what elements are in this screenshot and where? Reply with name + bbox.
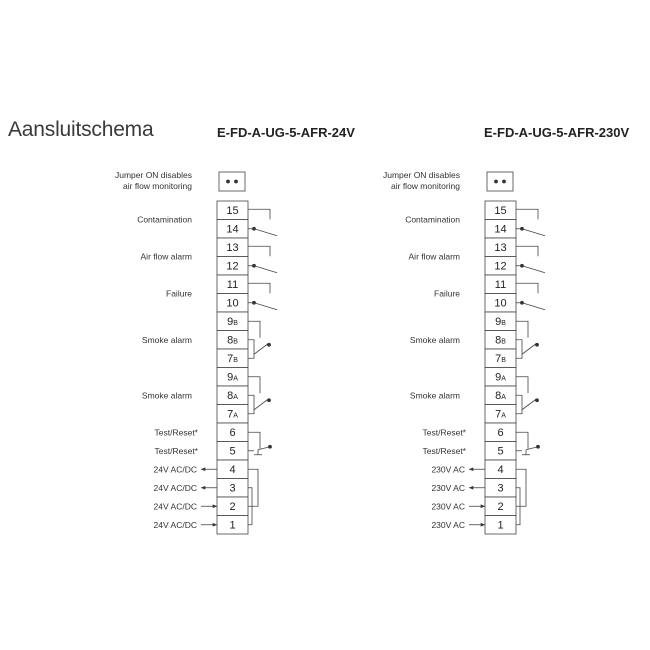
smoke-common-wire <box>248 340 254 359</box>
smoke-switch-arm <box>254 399 268 410</box>
relay-switch-arm <box>522 303 545 310</box>
smoke-common-wire <box>516 395 522 414</box>
smoke-pivot <box>535 343 539 347</box>
group-label: Failure <box>166 288 192 299</box>
terminal-number: 11 <box>226 279 239 291</box>
group-label: Smoke alarm <box>141 334 192 345</box>
terminal-number: 3 <box>497 482 504 495</box>
terminal-number: 3 <box>229 482 236 495</box>
terminal-number: 2 <box>497 501 504 513</box>
terminal-number: 1 <box>497 519 504 532</box>
model-title-230v: E-FD-A-UG-5-AFR-230V <box>484 125 630 140</box>
group-label: Contamination <box>405 214 460 225</box>
smoke-common-wire <box>248 395 254 414</box>
power-label: 230V AC <box>431 464 465 475</box>
reset-contact-line <box>516 432 528 449</box>
smoke-switch-arm <box>522 344 536 355</box>
group-label: Smoke alarm <box>141 390 192 401</box>
jumper-block <box>487 172 513 191</box>
terminal-number: 7A <box>227 408 238 421</box>
relay-switch-arm <box>522 229 545 236</box>
terminal-number: 8B <box>227 334 238 347</box>
jumper-pin <box>234 180 238 184</box>
jumper-label: Jumper ON disables <box>114 170 192 180</box>
smoke-pivot <box>535 398 539 402</box>
terminal-number: 12 <box>226 260 239 273</box>
terminal-number: 10 <box>226 297 239 310</box>
group-label: Test/Reset* <box>422 445 466 456</box>
reset-pivot <box>268 445 272 449</box>
smoke-pivot <box>267 343 271 347</box>
group-label: Test/Reset* <box>422 427 466 438</box>
terminal-number: 5 <box>497 445 504 458</box>
relay-switch-arm <box>254 229 277 236</box>
jumper-label: air flow monitoring <box>391 181 460 191</box>
terminal-number: 6 <box>229 427 236 439</box>
jumper-pin <box>226 180 230 184</box>
group-label: Smoke alarm <box>409 390 460 401</box>
smoke-contact-line <box>248 321 260 338</box>
power-label: 24V AC/DC <box>153 519 197 530</box>
terminal-number: 5 <box>229 445 236 458</box>
group-label: Failure <box>434 288 460 299</box>
power-label: 24V AC/DC <box>153 464 197 475</box>
power-label: 24V AC/DC <box>153 501 197 512</box>
terminal-number: 13 <box>226 242 239 254</box>
terminal-number: 7B <box>227 353 238 365</box>
panel-24v <box>115 170 277 534</box>
terminal-number: 4 <box>229 464 236 476</box>
relay-contact-line <box>248 246 270 256</box>
terminal-number: 13 <box>494 242 507 254</box>
terminal-number: 8B <box>495 334 506 347</box>
reset-contact-line <box>248 432 260 449</box>
relay-contact-line <box>248 283 270 293</box>
smoke-switch-arm <box>254 344 268 355</box>
power-label: 230V AC <box>431 519 465 530</box>
terminal-number: 1 <box>229 519 236 532</box>
relay-contact-line <box>516 283 538 293</box>
relay-switch-arm <box>254 266 277 273</box>
smoke-contact-line <box>516 321 528 338</box>
page-title: Aansluitschema <box>8 118 154 141</box>
jumper-label: Jumper ON disables <box>382 170 460 180</box>
terminal-number: 10 <box>494 297 507 310</box>
relay-switch-arm <box>254 303 277 310</box>
terminal-number: 9A <box>495 371 506 384</box>
reset-pivot <box>536 445 540 449</box>
smoke-contact-line <box>248 377 260 394</box>
group-label: Air flow alarm <box>408 251 460 262</box>
terminal-number: 14 <box>226 223 239 236</box>
relay-contact-line <box>516 246 538 256</box>
terminal-number: 15 <box>494 205 507 217</box>
jumper-pin <box>494 180 498 184</box>
smoke-common-wire <box>516 340 522 359</box>
terminal-number: 14 <box>494 223 507 236</box>
relay-contact-line <box>516 209 538 219</box>
group-label: Contamination <box>137 214 192 225</box>
panel-230v <box>383 170 545 534</box>
terminal-number: 4 <box>497 464 504 476</box>
smoke-switch-arm <box>522 399 536 410</box>
terminal-number: 2 <box>229 501 236 513</box>
terminal-number: 7B <box>495 353 506 365</box>
terminal-number: 12 <box>494 260 507 273</box>
relay-contact-line <box>248 209 270 219</box>
terminal-number: 9A <box>227 371 238 384</box>
terminal-number: 7A <box>495 408 506 421</box>
terminal-number: 9B <box>227 316 238 328</box>
model-title-24v: E-FD-A-UG-5-AFR-24V <box>217 125 355 140</box>
terminal-number: 15 <box>226 205 239 217</box>
jumper-label: air flow monitoring <box>123 181 192 191</box>
jumper-pin <box>502 180 506 184</box>
smoke-pivot <box>267 398 271 402</box>
terminal-number: 8A <box>227 390 238 402</box>
group-label: Test/Reset* <box>154 445 198 456</box>
power-label: 24V AC/DC <box>153 482 197 493</box>
relay-switch-arm <box>522 266 545 273</box>
terminal-number: 8A <box>495 390 506 402</box>
power-label: 230V AC <box>431 482 465 493</box>
terminal-number: 11 <box>494 279 507 291</box>
group-label: Smoke alarm <box>409 334 460 345</box>
terminal-number: 6 <box>497 427 504 439</box>
terminal-number: 9B <box>495 316 506 328</box>
group-label: Air flow alarm <box>140 251 192 262</box>
group-label: Test/Reset* <box>154 427 198 438</box>
jumper-block <box>219 172 245 191</box>
smoke-contact-line <box>516 377 528 394</box>
power-label: 230V AC <box>431 501 465 512</box>
